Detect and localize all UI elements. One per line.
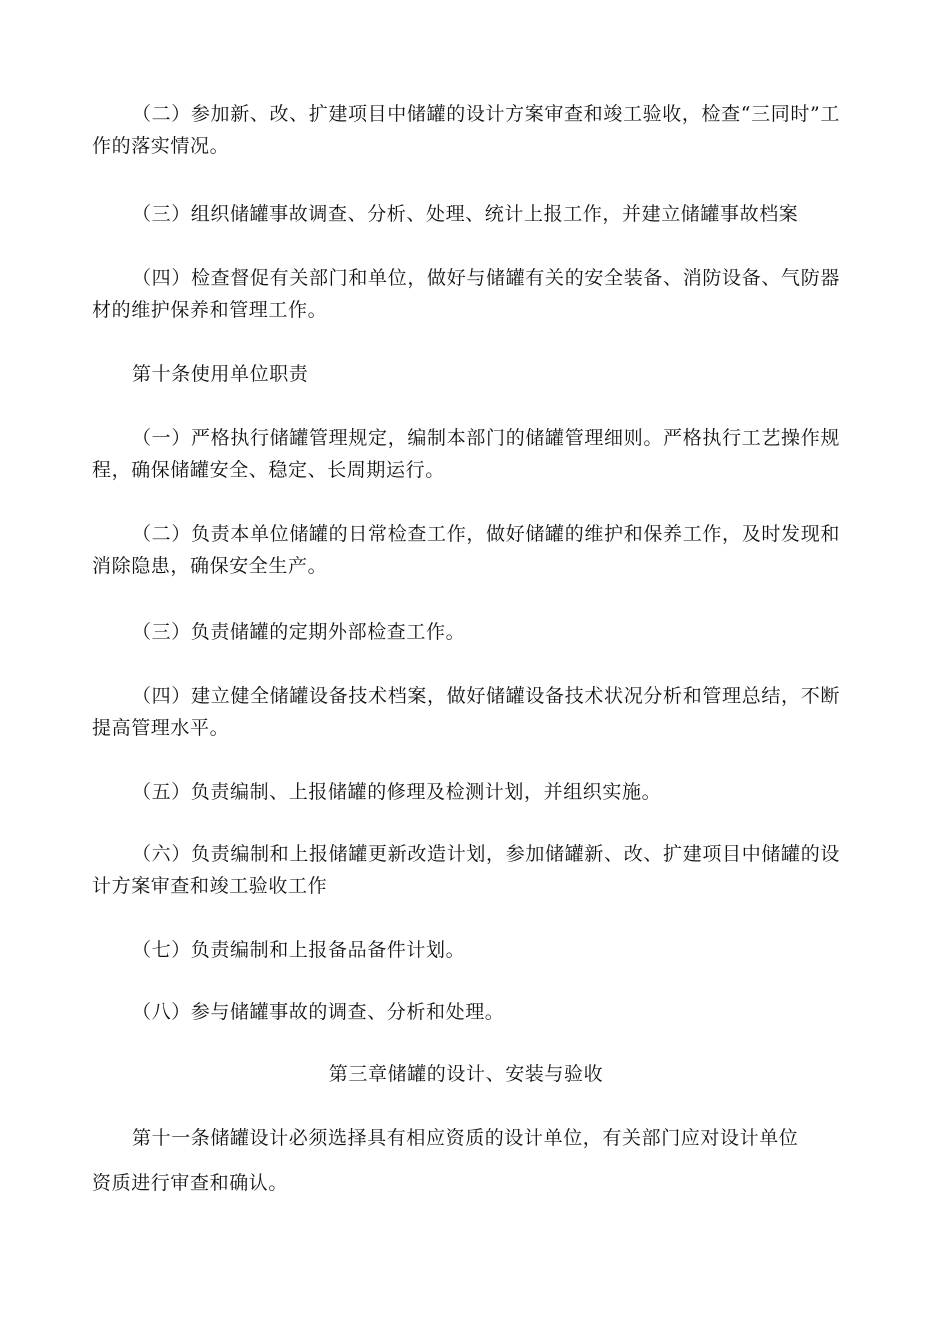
chapter-heading: 第三章储罐的设计、安装与验收 [328,1063,604,1085]
paragraph-item-3-accident: （三）组织储罐事故调查、分析、处理、统计上报工作，并建立储罐事故档案 [132,203,799,225]
paragraph-duty-8: （八）参与储罐事故的调查、分析和处理。 [132,1001,505,1023]
paragraph-duty-6: （六）负责编制和上报储罐更新改造计划，参加储罐新、改、扩建项目中储罐的设计方案审查和竣工验收工作 [92,843,840,897]
paragraph-item-4-supervision: （四）检查督促有关部门和单位，做好与储罐有关的安全装备、消防设备、气防器材的维护保养和管理工作。 [92,267,840,321]
paragraph-duty-1: （一）严格执行储罐管理规定，编制本部门的储罐管理细则。严格执行工艺操作规程，确保储罐安全、稳定、长周期运行。 [92,427,840,481]
paragraph-duty-5: （五）负责编制、上报储罐的修理及检测计划，并组织实施。 [132,781,662,803]
article-10-title: 第十条使用单位职责 [132,363,309,385]
article-11-paragraph: 第十一条储罐设计必须选择具有相应资质的设计单位，有关部门应对设计单位资质进行审查和确认。 [92,1127,799,1194]
paragraph-duty-3: （三）负责储罐的定期外部检查工作。 [132,621,466,643]
paragraph-duty-2: （二）负责本单位储罐的日常检查工作，做好储罐的维护和保养工作，及时发现和消除隐患，确保安全生产。 [92,523,840,577]
paragraph-item-2-review: （二）参加新、改、扩建项目中储罐的设计方案审查和竣工验收，检查“三同时”工作的落实情况。 [92,103,840,157]
paragraph-duty-7: （七）负责编制和上报备品备件计划。 [132,939,466,961]
paragraph-duty-4: （四）建立健全储罐设备技术档案，做好储罐设备技术状况分析和管理总结，不断提高管理水平。 [92,685,840,739]
